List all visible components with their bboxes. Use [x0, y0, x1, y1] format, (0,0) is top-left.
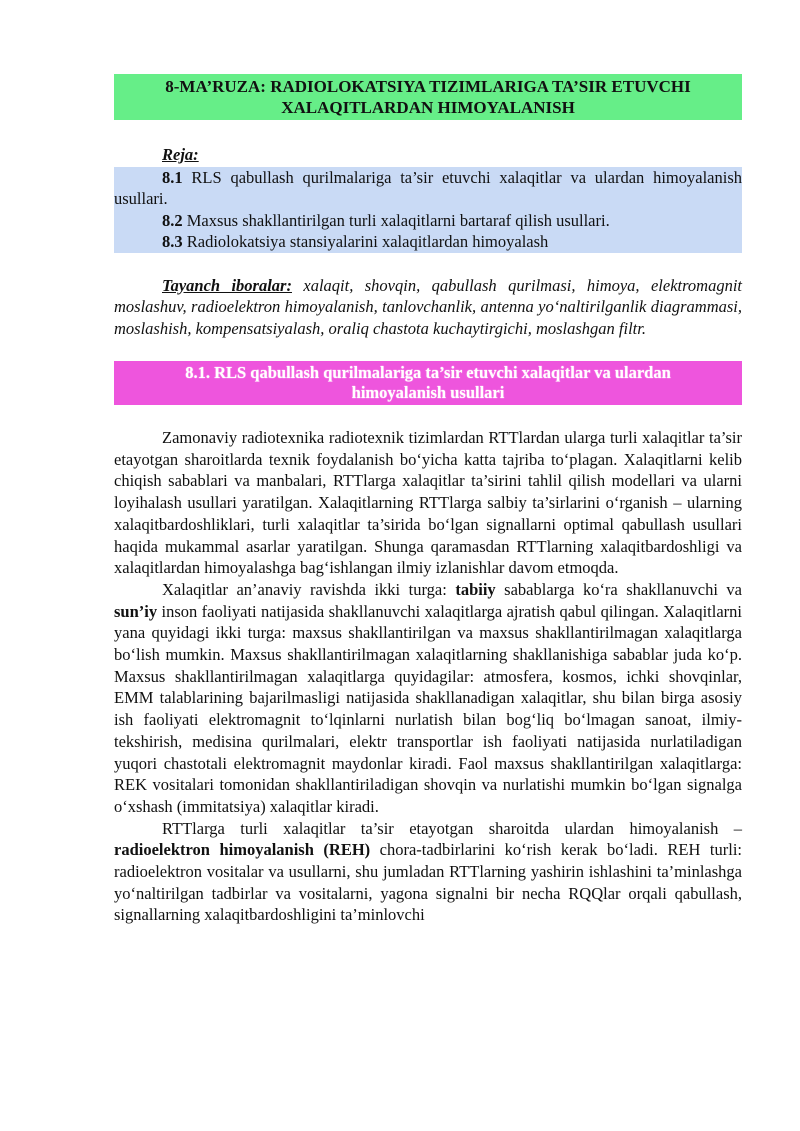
keywords-text: xalaqit, shovqin, qabullash qurilmasi, himoya, elektromagnit moslashuv, radioelektron himoyalanish, tanlovchanlik, antenna yo‘naltirilganlik diagrammasi, moslashish, kompensatsiyalash, oraliq chastota kuchaytirgichi, moslashgan filtr.	[114, 275, 742, 338]
plan-heading: Reja:	[162, 145, 199, 164]
document-page	[114, 74, 742, 926]
paragraph-2: Xalaqitlar an’anaviy ravishda ikki turga: tabiiy sabablarga ko‘ra shakllanuvchi va sun’iy inson faoliyati natijasida shakllanuvchi xalaqitlarga ajratish qabul qilingan. Xalaqitlarni yana quyidagi ikki turga: maxsus shakllantirilgan va maxsus shakllantirilmagan xalaqitlarga bo‘lish mumkin. Maxsus shakllantirilmagan xalaqitlarning shakllanishiga sabablar juda ko‘p. Maxsus shakllantirilmagan xalaqitlarga quyidagilar: atmosfera, kosmos, ichki shovqinlar, EMM talablarining bajarilmasligi natijasida shakllanadigan xalaqitlar, shu bilan birga asosiy ish faoliyati elektromagnit to‘lqinlarni nurlatish bilan bog‘liq bo‘lmagan sanoat, ilmiy-tekshirish, medisina qurilmalari, elektr transportlar ish faoliyati natijasida nurlatiladigan yuqori chastotali elektromagnit maydonlar kiradi. Faol maxsus shakllantirilgan xalaqitlarga: REK vositalari tomonidan shakllantiriladigan shovqin va nurlatishi mumkin bo‘lgan signalga o‘xshash (immitatsiya) xalaqitlar kiradi.	[114, 579, 742, 816]
keywords-paragraph	[114, 275, 742, 340]
plan-item-3: 8.3 Radiolokatsiya stansiyalarini xalaqitlardan himoyalash	[162, 232, 549, 251]
section-heading: 8.1. RLS qabullash qurilmalariga ta’sir etuvchi xalaqitlar va ulardan himoyalanish usullari	[114, 361, 742, 405]
plan-item-2: 8.2 Maxsus shakllantirilgan turli xalaqitlarni bartaraf qilish usullari.	[162, 210, 610, 230]
paragraph-3: RTTlarga turli xalaqitlar ta’sir etayotgan sharoitda ulardan himoyalanish – radioelektron himoyalanish (REH) chora-tadbirlarini ko‘rish kerak bo‘ladi. REH turli: radioelektron vositalar va usullarni, shu jumladan RTTlarning yashirin ishlashini ta’minlashga yo‘naltirilgan tadbirlar va vositalarni, yagona signalni bir necha RQQlar orqali qabullash, signallarning xalaqitbardoshligini ta’minlovchi	[114, 818, 742, 925]
paragraph-1: Zamonaviy radiotexnika radiotexnik tizimlardan RTTlardan ularga turli xalaqitlar ta’sir etayotgan sharoitlarda texnik foydalanish bo‘yicha katta tajriba to‘plagan. Xalaqitlarni kelib chiqish sabablari va manbalari, RTTlarga xalaqitlar ta’sirini tahlil qilish modellari va ularni loyihalash usullari yaratilgan. Xalaqitlarning RTTlarga salbiy ta’sirlarini o‘rganish – ularning xalaqitbardoshliklari, turli xalaqitlar ta’sirida bo‘lgan signallarni optimal qabullash usullari haqida mukammal asarlar yaratilgan. Shunga qaramasdan RTTlarning xalaqitbardoshligi va xalaqitlardan himoyalashga bag‘ishlangan ilmiy izlanishlar davom etmoqda.	[114, 428, 742, 578]
lecture-title: 8-MA’RUZA: RADIOLOKATSIYA TIZIMLARIGA TA’SIR ETUVCHI XALAQITLARDAN HIMOYALANISH	[114, 74, 742, 120]
keywords-label: Tayanch iboralar:	[162, 275, 292, 295]
plan-items	[114, 167, 742, 253]
body-text	[114, 427, 742, 926]
plan-item-1: 8.1 RLS qabullash qurilmalariga ta’sir etuvchi xalaqitlar va ulardan himoyalanish usullari.	[114, 167, 742, 208]
plan-block	[114, 144, 742, 253]
